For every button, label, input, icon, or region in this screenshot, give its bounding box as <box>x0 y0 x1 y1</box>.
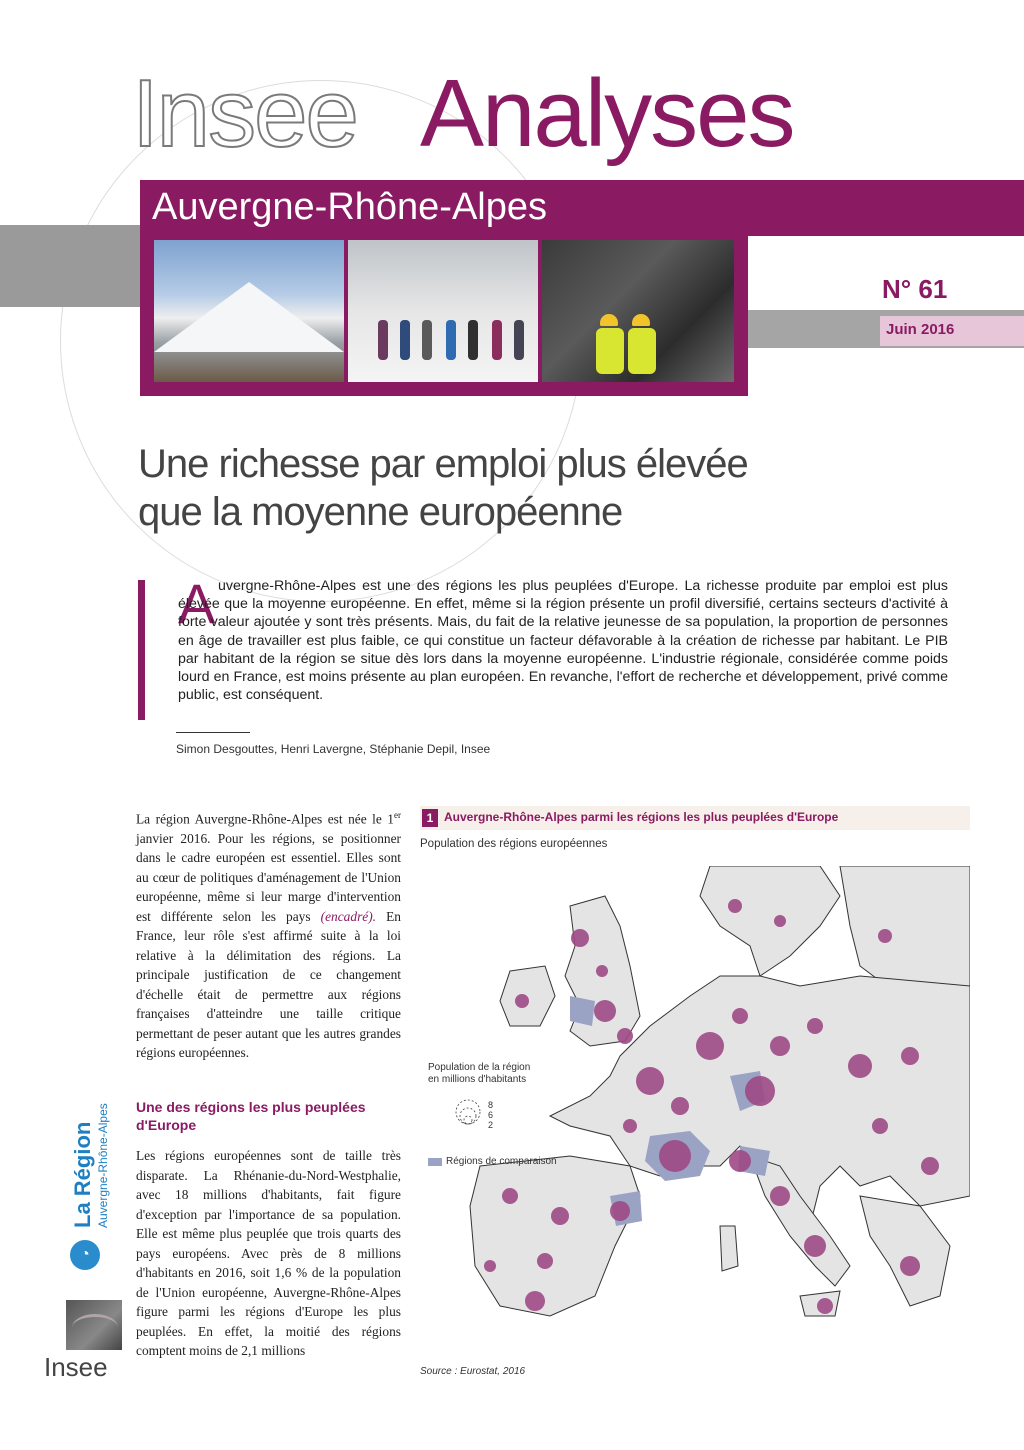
region-logo-text: La Région <box>70 1121 95 1228</box>
population-bubble <box>804 1235 826 1257</box>
population-bubble <box>848 1054 872 1078</box>
population-bubble <box>770 1186 790 1206</box>
region-logo-subtext: Auvergne-Rhône-Alpes <box>96 1103 110 1228</box>
abstract-body: uvergne-Rhône-Alpes est une des régions les plus peuplées d'Europe. La richesse produite par emploi est plus élevée que la moyenne européenne. En effet, même si la région présente un profil diversifié, certains secteurs d'activité à forte valeur ajoutée y sont très présents. Mais, du fait de la relative jeunesse de sa population, la proportion de personnes en âge de travailler est plus faible, ce qui constitue un facteur défavorable à la création de richesse par habitant. Le PIB par habitant de la région se situe dès lors dans la moyenne européenne. L'industrie régionale, considérée comme poids lourd en France, est moins présente au plan européen. En revanche, l'effort de recherche et développement, privé comme public, est conséquent. <box>178 578 948 704</box>
legend-comparison-label: Régions de comparaison <box>446 1156 557 1167</box>
population-bubble <box>872 1118 888 1134</box>
legend-value: 6 <box>488 1110 494 1120</box>
population-bubble <box>878 929 892 943</box>
population-bubble <box>696 1032 724 1060</box>
population-bubble <box>551 1207 569 1225</box>
abstract-dropcap: A <box>178 572 216 635</box>
brand-insee: Insee <box>132 60 357 167</box>
article-title-line2: que la moyenne européenne <box>138 490 623 534</box>
issue-date: Juin 2016 <box>886 321 955 338</box>
population-bubble <box>515 994 529 1008</box>
legend-values <box>488 1100 493 1130</box>
body-text: En France, leur rôle s'est affirmé suite à la loi relative à la délimitation des régions. La principale justification de ce changement d'échelle était de permettre aux régions françaises d'atteindre une taille critique permettant de peser autant que les autres grandes régions européennes. <box>136 908 401 1061</box>
europe-population-map <box>420 866 970 1356</box>
person-figure <box>492 320 502 360</box>
population-bubble <box>728 899 742 913</box>
population-bubble <box>636 1067 664 1095</box>
article-title-line1: Une richesse par emploi plus élevée <box>138 442 748 486</box>
legend-value: 8 <box>488 1100 494 1110</box>
header-gray-band <box>0 225 150 307</box>
brand-analyses: Analyses <box>420 60 794 167</box>
population-bubble <box>900 1256 920 1276</box>
population-bubble <box>732 1008 748 1024</box>
legend-population-title: Population de la région en millions d'habitants <box>428 1062 531 1085</box>
figure-source: Source : Eurostat, 2016 <box>420 1366 526 1377</box>
person-figure <box>468 320 478 360</box>
body-sup: er <box>394 810 401 820</box>
population-bubble <box>484 1260 496 1272</box>
article-title <box>138 440 898 536</box>
population-bubble <box>770 1036 790 1056</box>
region-name: Auvergne-Rhône-Alpes <box>152 186 548 228</box>
population-bubble <box>596 965 608 977</box>
body-text: La région Auvergne-Rhône-Alpes est née le 1 <box>136 811 394 827</box>
body-paragraph-1 <box>136 806 401 1063</box>
population-bubble <box>745 1076 775 1106</box>
mountain-peak-shape <box>154 282 344 352</box>
mountain-photo <box>154 240 344 382</box>
body-text: janvier 2016. Pour les régions, se positionner dans le cadre européen est essentiel. Elles sont au cœur de politiques d'aménagement de l'Union européenne, même si leur marge d'intervention est différente selon les pays <box>136 830 401 924</box>
person-figure <box>378 320 388 360</box>
population-bubble <box>729 1150 751 1172</box>
issue-date-box <box>880 316 1024 346</box>
comparison-region <box>570 996 595 1026</box>
person-figure <box>446 320 456 360</box>
population-bubble <box>659 1140 691 1172</box>
section-heading: Une des régions les plus peuplées d'Europe <box>136 1099 366 1133</box>
people-photo <box>348 240 538 382</box>
insee-logo-icon <box>66 1300 122 1350</box>
population-bubble <box>623 1119 637 1133</box>
population-bubble <box>774 915 786 927</box>
insee-logo-text: Insee <box>44 1352 108 1382</box>
worker-helmet <box>632 314 650 326</box>
population-bubble <box>671 1097 689 1115</box>
person-figure <box>400 320 410 360</box>
map-land-sardinia <box>720 1226 738 1271</box>
population-bubble <box>502 1188 518 1204</box>
insee-swoosh <box>72 1314 118 1341</box>
figure-number: 1 <box>422 809 438 827</box>
encadre-link[interactable]: (encadré). <box>320 908 377 924</box>
workers-tires-photo <box>542 240 734 382</box>
population-bubble <box>537 1253 553 1269</box>
worker-vest <box>628 328 656 374</box>
population-bubble <box>921 1157 939 1175</box>
legend-value: 2 <box>488 1120 494 1130</box>
population-bubble <box>617 1028 633 1044</box>
authors: Simon Desgouttes, Henri Lavergne, Stéphanie Depil, Insee <box>176 742 491 756</box>
population-bubble <box>901 1047 919 1065</box>
population-bubble <box>817 1298 833 1314</box>
author-divider <box>176 732 250 733</box>
person-figure <box>514 320 524 360</box>
body-paragraph-2: Les régions européennes sont de taille très disparate. La Rhénanie-du-Nord-Westphalie, avec 18 millions d'habitants, fait figure d'exception par l'importance de sa population. Elle est même plus peuplée que trois quarts des pays européens. Avec près de 8 millions d'habitants en 2016, soit 1,6 % de la population de l'Union européenne, Auvergne-Rhône-Alpes figure parmi les régions d'Europe les plus peuplées. En effet, la moitié des régions comptent moins de 2,1 millions <box>136 1148 401 1358</box>
region-logo-icon: ◔ <box>70 1240 100 1270</box>
worker-vest <box>596 328 624 374</box>
population-bubble <box>610 1201 630 1221</box>
figure-subtitle: Population des régions européennes <box>420 838 608 850</box>
issue-number: N° 61 <box>882 274 948 304</box>
worker-helmet <box>600 314 618 326</box>
population-bubble <box>807 1018 823 1034</box>
legend-comparison-swatch <box>428 1158 442 1166</box>
person-figure <box>422 320 432 360</box>
population-bubble <box>594 1000 616 1022</box>
abstract-accent-bar <box>138 580 145 720</box>
abstract-text <box>178 572 948 704</box>
population-bubble <box>525 1291 545 1311</box>
figure-title: Auvergne-Rhône-Alpes parmi les régions les plus peuplées d'Europe <box>444 810 839 824</box>
population-bubble <box>571 929 589 947</box>
